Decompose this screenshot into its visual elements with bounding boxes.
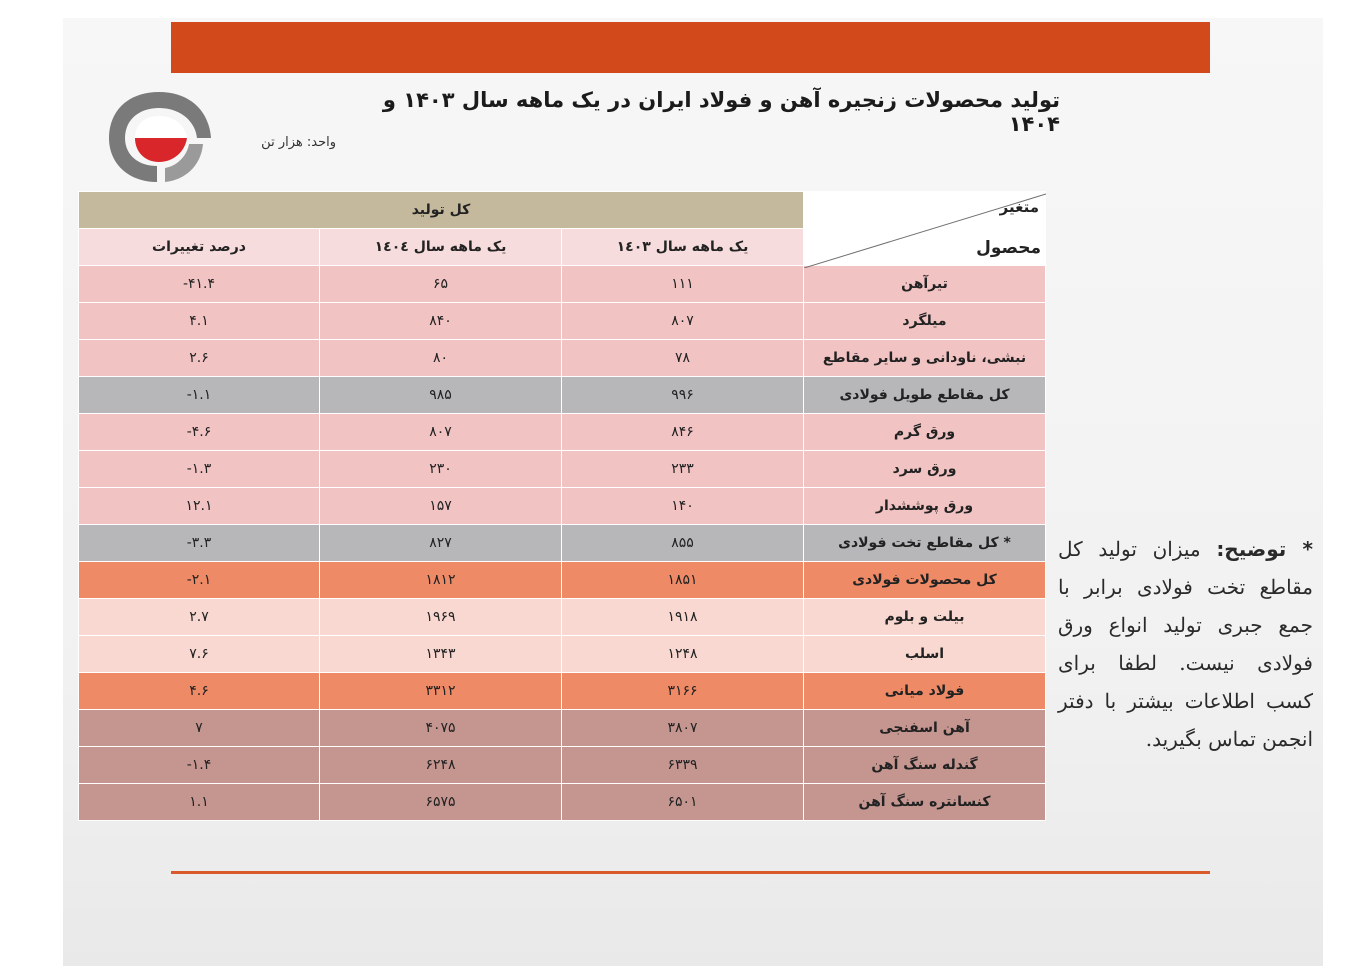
cell-1403: ۱۹۱۸ [562,599,804,636]
cell-1404: ۱۳۴۳ [320,636,562,673]
cell-1403: ۲۳۳ [562,451,804,488]
bottom-divider [171,871,1210,874]
note-label: * توضیح: [1216,537,1314,561]
cell-1404: ۸۲۷ [320,525,562,562]
cell-product: آهن اسفنجی [804,710,1046,747]
cell-1404: ۱۵۷ [320,488,562,525]
table-row [79,414,1046,451]
top-banner [171,22,1210,73]
cell-change: ۷.۶ [79,636,320,673]
table-row [79,710,1046,747]
cell-product: ورق گرم [804,414,1046,451]
cell-1404: ۲۳۰ [320,451,562,488]
cell-product: نبشی، ناودانی و سایر مقاطع [804,340,1046,377]
cell-product: بیلت و بلوم [804,599,1046,636]
cell-1404: ۱۸۱۲ [320,562,562,599]
table-row [79,562,1046,599]
table-row [79,266,1046,303]
cell-change: ۴.۱ [79,303,320,340]
table-row [79,673,1046,710]
cell-product: گندله سنگ آهن [804,747,1046,784]
cell-1403: ۳۱۶۶ [562,673,804,710]
cell-1403: ۶۵۰۱ [562,784,804,821]
table-row [79,599,1046,636]
cell-1404: ۸۴۰ [320,303,562,340]
cell-1403: ۷۸ [562,340,804,377]
col-header-1404: یک ماهه سال ۱٤۰٤ [320,229,562,266]
cell-1403: ۱۸۵۱ [562,562,804,599]
product-label: محصول [976,238,1041,258]
cell-change: ۱۲.۱ [79,488,320,525]
cell-change: -۳.۳ [79,525,320,562]
cell-1403: ۹۹۶ [562,377,804,414]
cell-product: ورق پوششدار [804,488,1046,525]
cell-1404: ۶۲۴۸ [320,747,562,784]
cell-1404: ۹۸۵ [320,377,562,414]
cell-product: تیرآهن [804,266,1046,303]
cell-1404: ۳۳۱۲ [320,673,562,710]
cell-1403: ۸۴۶ [562,414,804,451]
cell-1403: ۸۰۷ [562,303,804,340]
cell-1404: ۱۹۶۹ [320,599,562,636]
cell-change: -۴.۶ [79,414,320,451]
cell-product: اسلب [804,636,1046,673]
table-row [79,488,1046,525]
col-header-1403: یک ماهه سال ۱٤۰۳ [562,229,804,266]
table-row [79,636,1046,673]
cell-1403: ۱۱۱ [562,266,804,303]
cell-change: ۴.۶ [79,673,320,710]
cell-1403: ۸۵۵ [562,525,804,562]
variable-product-header [804,192,1046,266]
table-row [79,303,1046,340]
cell-change: ۲.۷ [79,599,320,636]
note-text [1058,530,1313,758]
table-row [79,451,1046,488]
cell-1404: ۶۵ [320,266,562,303]
col-header-change: درصد تغییرات [79,229,320,266]
cell-1403: ۱۴۰ [562,488,804,525]
cell-product: کل محصولات فولادی [804,562,1046,599]
unit-label: واحد: هزار تن [261,135,336,150]
cell-product: کل مقاطع طویل فولادی [804,377,1046,414]
table-header-row-1 [79,192,1046,229]
note-body: میزان تولید کل مقاطع تخت فولادی برابر با جمع جبری تولید انواع ورق فولادی نیست. لطفا برای کسب اطلاعات بیشتر با دفتر انجمن تماس بگیرید. [1058,537,1313,751]
production-table [78,191,1046,821]
cell-product: فولاد میانی [804,673,1046,710]
cell-1404: ۴۰۷۵ [320,710,562,747]
variable-label: متغیر [999,198,1039,216]
cell-change: ۷ [79,710,320,747]
cell-1403: ۳۸۰۷ [562,710,804,747]
group-header: کل تولید [79,192,804,229]
cell-change: ۱.۱ [79,784,320,821]
table-row [79,784,1046,821]
cell-product: ورق سرد [804,451,1046,488]
cell-change: -۱.۴ [79,747,320,784]
cell-change: -۴۱.۴ [79,266,320,303]
table-row [79,340,1046,377]
table-row [79,525,1046,562]
table-row [79,747,1046,784]
cell-1403: ۶۳۳۹ [562,747,804,784]
page-title: تولید محصولات زنجیره آهن و فولاد ایران در یک ماهه سال ۱۴۰۳ و ۱۴۰۴ [382,88,1060,136]
cell-1404: ۸۰ [320,340,562,377]
association-logo [103,86,215,186]
cell-change: -۱.۱ [79,377,320,414]
cell-product: * کل مقاطع تخت فولادی [804,525,1046,562]
cell-product: کنسانتره سنگ آهن [804,784,1046,821]
cell-1404: ۸۰۷ [320,414,562,451]
cell-change: -۱.۳ [79,451,320,488]
cell-change: -۲.۱ [79,562,320,599]
cell-1404: ۶۵۷۵ [320,784,562,821]
table-row [79,377,1046,414]
cell-change: ۲.۶ [79,340,320,377]
cell-product: میلگرد [804,303,1046,340]
cell-1403: ۱۲۴۸ [562,636,804,673]
